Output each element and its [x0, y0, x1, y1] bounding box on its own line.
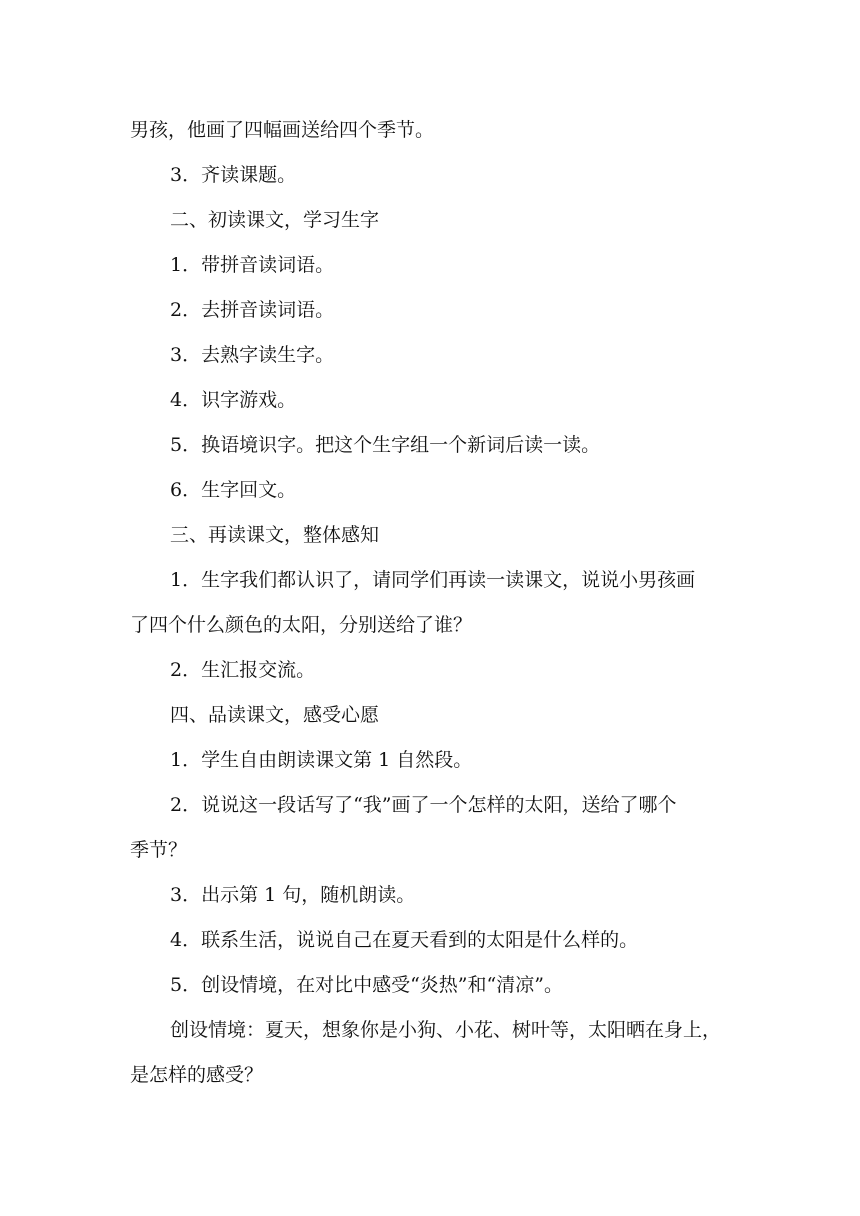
- section-heading: 四、品读课文，感受心愿: [170, 704, 380, 726]
- list-item: 1．学生自由朗读课文第 1 自然段。: [170, 749, 473, 771]
- section-heading: 三、再读课文，整体感知: [170, 524, 380, 546]
- list-item: 5．创设情境，在对比中感受“炎热”和“清凉”。: [170, 974, 563, 996]
- list-item: 3．去熟字读生字。: [170, 344, 335, 366]
- list-item: 2．生汇报交流。: [170, 659, 316, 681]
- list-item: 4．识字游戏。: [170, 389, 297, 411]
- text-line: 了四个什么颜色的太阳，分别送给了谁？: [130, 614, 473, 636]
- list-item: 6．生字回文。: [170, 479, 297, 501]
- text-line: 季节？: [130, 839, 188, 861]
- list-item: 1．生字我们都认识了，请同学们再读一读课文，说说小男孩画: [170, 569, 696, 591]
- paragraph-line: 创设情境：夏天，想象你是小狗、小花、树叶等，太阳晒在身上，: [170, 1019, 722, 1041]
- list-item: 4．联系生活，说说自己在夏天看到的太阳是什么样的。: [170, 929, 639, 951]
- list-item: 5．换语境识字。把这个生字组一个新词后读一读。: [170, 434, 601, 456]
- list-item: 2．去拼音读词语。: [170, 299, 335, 321]
- list-item: 2．说说这一段话写了“我”画了一个怎样的太阳，送给了哪个: [170, 794, 677, 816]
- text-line: 是怎样的感受？: [130, 1064, 264, 1086]
- list-item: 1．带拼音读词语。: [170, 254, 335, 276]
- text-line: 3．齐读课题。: [170, 164, 297, 186]
- section-heading: 二、初读课文，学习生字: [170, 209, 380, 231]
- text-line: 男孩，他画了四幅画送给四个季节。: [130, 119, 435, 141]
- list-item: 3．出示第 1 句，随机朗读。: [170, 884, 416, 906]
